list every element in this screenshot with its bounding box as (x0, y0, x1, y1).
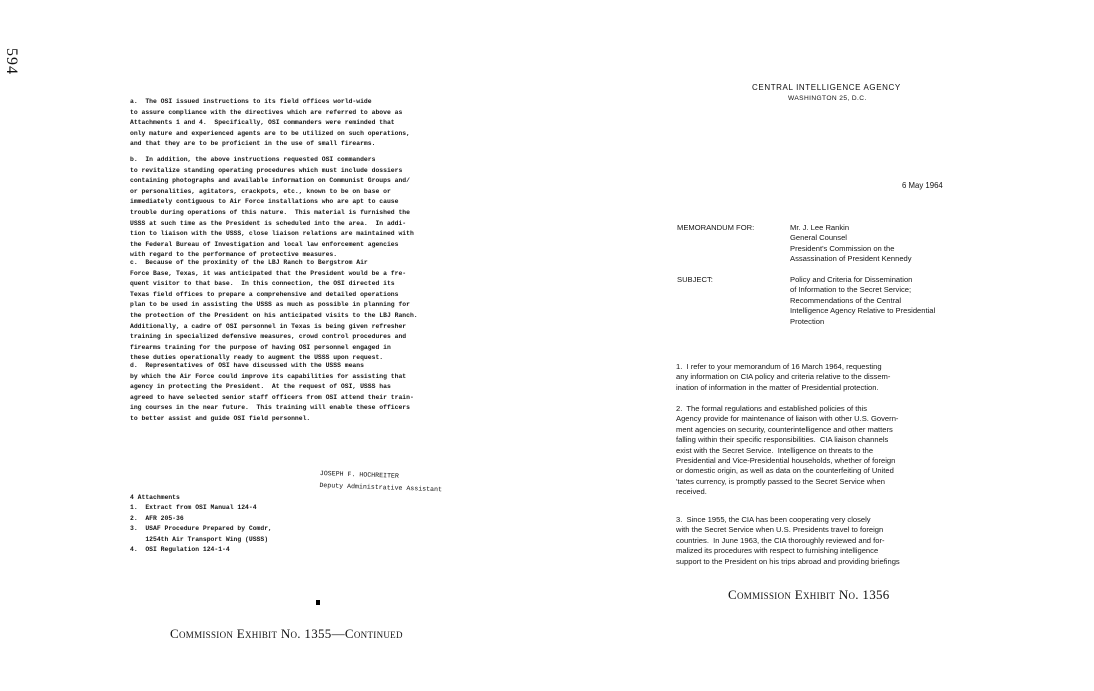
paragraph-d: d. Representatives of OSI have discussed with the USSS means by which the Air Force could improve its capabilities for assisting that agency in protecting the President. At the request of OSI, USSS has agreed to have selected senior staff officers from OSI attend their train- ing courses in the near future. This training will enable these officers to better assist and guide OSI field personnel. (130, 362, 414, 422)
exhibit-caption-1355: Commission Exhibit No. 1355—Continued (170, 626, 403, 641)
memo-for-label: MEMORANDUM FOR: (677, 223, 755, 232)
attachments-list: 1. Extract from OSI Manual 124-4 2. AFR 205-36 3. USAF Procedure Prepared by Comdr, 1254th Air Transport Wing (USSS) 4. OSI Regulation 124-1-4 (130, 504, 272, 554)
exhibit-caption-1356: Commission Exhibit No. 1356 (728, 587, 890, 602)
signature-name: JOSEPH F. HOCHREITER (319, 469, 400, 480)
page-mark (316, 600, 320, 605)
signature-title: Deputy Administrative Assistant (319, 481, 443, 494)
agency-location: WASHINGTON 25, D.C. (788, 95, 867, 102)
signature-block (319, 468, 442, 496)
page-number: 594 (3, 48, 20, 75)
subject-label: SUBJECT: (677, 275, 713, 284)
paragraph-3: 3. Since 1955, the CIA has been cooperating very closely with the Secret Service when U.S. Presidents travel to foreign countries. In June 1963, the CIA thoroughly reviewed and for- malized its procedures with respect to furnishing intelligence support to the President on his trips abroad and providing briefings (676, 515, 900, 566)
agency-name: CENTRAL INTELLIGENCE AGENCY (752, 83, 901, 92)
subject-text: Policy and Criteria for Dissemination of Information to the Secret Service; Recommendations of the Central Intelligence Agency Relative to Presidential Protection (790, 275, 936, 326)
paragraph-1: 1. I refer to your memorandum of 16 March 1964, requesting any information on CIA policy and criteria relative to the dissem- ination of information in the matter of Presidential protection. (676, 362, 891, 392)
paragraph-2: 2. The formal regulations and established policies of this Agency provide for maintenance of liaison with other U.S. Govern- ment agencies on security, counterintelligence and other matters falling within their specific responsibilities. CIA liaison channels exist with the Secret Service. Intelligence on threats to the Presidential and Vice-Presidential households, whether of foreign or domestic origin, as well as data on the counterfeiting of United 'tates currency, is promptly passed to the Secret Service when received. (676, 404, 899, 497)
paragraph-c: c. Because of the proximity of the LBJ Ranch to Bergstrom Air Force Base, Texas, it was anticipated that the President would be a fre- quent visitor to that base. In this connection, the OSI directed its Texas field offices to prepare a comprehensive and detailed operations plan to be used in assisting the USSS as much as possible in planning for the protection of the President on his anticipated visits to the LBJ Ranch. Additionally, a cadre of OSI personnel in Texas is being given refresher training in specialized defensive measures, crowd control procedures and firearms training for the purpose of having OSI personnel engaged in these duties operationally ready to augment the USSS upon request. (130, 259, 418, 362)
memo-recipient: Mr. J. Lee Rankin General Counsel President's Commission on the Assassination of President Kennedy (790, 223, 912, 264)
paragraph-a: a. The OSI issued instructions to its field offices world-wide to assure compliance with the directives which are referred to above as Attachments 1 and 4. Specifically, OSI commanders were reminded that only mature and experienced agents are to be utilized on such operations, and that they are to be proficient in the use of small firearms. (130, 98, 410, 148)
paragraph-b: b. In addition, the above instructions requested OSI commanders to revitalize standing operating procedures which must include dossiers containing photographs and available information on Communist Groups and/ or personalities, agitators, crackpots, etc., known to be on base or immediately contiguous to Air Force installations who are apt to cause trouble during operations of this nature. This material is furnished the USSS at such time as the President is scheduled into the area. In addi- tion to liaison with the USSS, close liaison relations are maintained with the Federal Bureau of Investigation and local law enforcement agencies with regard to the performance of protective measures. (130, 156, 414, 259)
memo-date: 6 May 1964 (902, 181, 943, 190)
attachments-header: 4 Attachments (130, 494, 180, 501)
